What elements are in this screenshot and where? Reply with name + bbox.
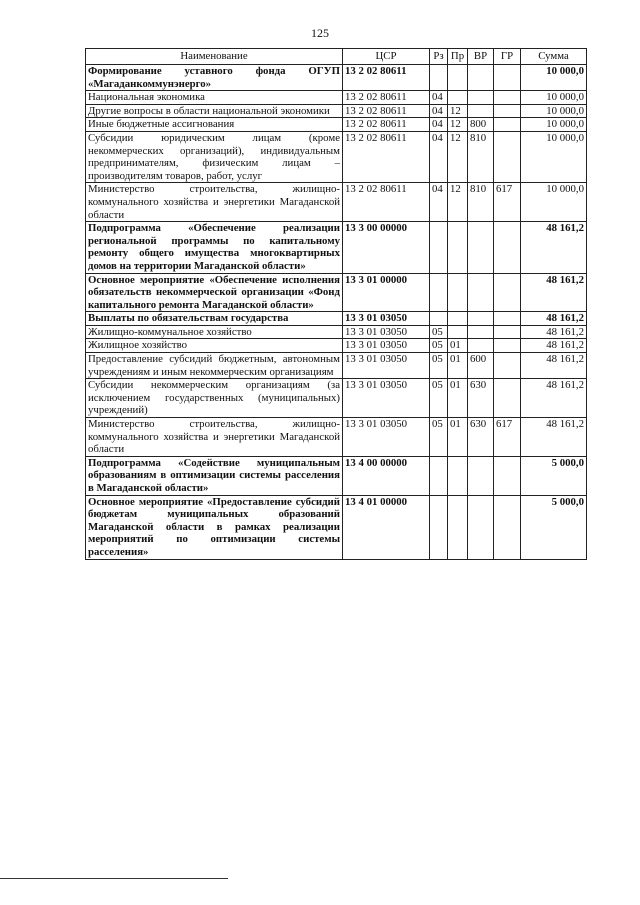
cell-pr [448, 325, 468, 339]
cell-name: Жилищное хозяйство [86, 339, 343, 353]
table-row [86, 65, 587, 91]
cell-vr [468, 222, 494, 273]
cell-gr [494, 339, 521, 353]
cell-vr [468, 91, 494, 105]
cell-rz: 05 [430, 418, 448, 457]
cell-vr [468, 312, 494, 326]
cell-rz: 05 [430, 339, 448, 353]
cell-sum: 48 161,2 [521, 325, 587, 339]
table-row [86, 312, 587, 326]
header-vr: ВР [468, 49, 494, 65]
table-row [86, 353, 587, 379]
cell-rz [430, 273, 448, 312]
header-name: Наименование [86, 49, 343, 65]
cell-rz [430, 495, 448, 559]
cell-rz [430, 312, 448, 326]
cell-csr: 13 3 01 03050 [343, 379, 430, 418]
cell-csr: 13 2 02 80611 [343, 131, 430, 182]
cell-csr: 13 4 01 00000 [343, 495, 430, 559]
cell-csr: 13 3 00 00000 [343, 222, 430, 273]
cell-csr: 13 3 01 03050 [343, 312, 430, 326]
cell-name: Жилищно-коммунальное хозяйство [86, 325, 343, 339]
cell-csr: 13 2 02 80611 [343, 65, 430, 91]
cell-csr: 13 3 01 00000 [343, 273, 430, 312]
table-row [86, 456, 587, 495]
cell-gr [494, 131, 521, 182]
cell-pr: 12 [448, 183, 468, 222]
cell-sum: 5 000,0 [521, 456, 587, 495]
cell-vr [468, 325, 494, 339]
cell-sum: 48 161,2 [521, 353, 587, 379]
table-row [86, 325, 587, 339]
cell-vr: 630 [468, 379, 494, 418]
cell-rz: 05 [430, 379, 448, 418]
cell-rz: 05 [430, 353, 448, 379]
cell-name: Формирование уставного фонда ОГУП «Магаданкоммунэнерго» [86, 65, 343, 91]
cell-sum: 48 161,2 [521, 312, 587, 326]
cell-gr [494, 456, 521, 495]
cell-sum: 10 000,0 [521, 65, 587, 91]
cell-gr [494, 222, 521, 273]
cell-rz: 04 [430, 91, 448, 105]
cell-pr: 01 [448, 379, 468, 418]
cell-csr: 13 3 01 03050 [343, 353, 430, 379]
cell-pr [448, 312, 468, 326]
cell-vr [468, 273, 494, 312]
table-row [86, 131, 587, 182]
cell-pr [448, 65, 468, 91]
cell-sum: 5 000,0 [521, 495, 587, 559]
page-number: 125 [311, 26, 329, 40]
cell-pr: 12 [448, 118, 468, 132]
header-gr: ГР [494, 49, 521, 65]
cell-name: Основное мероприятие «Предоставление субсидий бюджетам муниципальных образований Магаданской области в рамках реализации мероприятий по оптимизации системы расселения» [86, 495, 343, 559]
cell-rz [430, 456, 448, 495]
cell-sum: 10 000,0 [521, 104, 587, 118]
table-row [86, 495, 587, 559]
cell-vr: 810 [468, 131, 494, 182]
header-pr: Пр [448, 49, 468, 65]
cell-pr [448, 222, 468, 273]
table-row [86, 222, 587, 273]
table-row [86, 379, 587, 418]
cell-vr [468, 339, 494, 353]
header-rz: Рз [430, 49, 448, 65]
table-body [86, 65, 587, 560]
cell-gr [494, 65, 521, 91]
cell-pr [448, 273, 468, 312]
cell-gr: 617 [494, 418, 521, 457]
cell-pr [448, 91, 468, 105]
cell-csr: 13 3 01 03050 [343, 418, 430, 457]
cell-rz [430, 222, 448, 273]
cell-csr: 13 3 01 03050 [343, 325, 430, 339]
cell-gr: 617 [494, 183, 521, 222]
cell-sum: 10 000,0 [521, 131, 587, 182]
cell-name: Основное мероприятие «Обеспечение исполнения обязательств некоммерческой организации «Фонд капитального ремонта Магаданской области» [86, 273, 343, 312]
cell-pr: 12 [448, 131, 468, 182]
cell-pr: 01 [448, 353, 468, 379]
cell-vr: 810 [468, 183, 494, 222]
cell-gr [494, 118, 521, 132]
cell-csr: 13 2 02 80611 [343, 91, 430, 105]
cell-rz: 04 [430, 118, 448, 132]
cell-vr: 600 [468, 353, 494, 379]
cell-vr [468, 104, 494, 118]
cell-rz [430, 65, 448, 91]
cell-pr: 12 [448, 104, 468, 118]
cell-name: Министерство строительства, жилищно-коммунального хозяйства и энергетики Магаданской области [86, 418, 343, 457]
cell-sum: 10 000,0 [521, 91, 587, 105]
footnote-divider [0, 878, 228, 879]
cell-pr: 01 [448, 339, 468, 353]
cell-vr: 800 [468, 118, 494, 132]
cell-sum: 48 161,2 [521, 418, 587, 457]
table-header-row [86, 49, 587, 65]
cell-csr: 13 2 02 80611 [343, 118, 430, 132]
table-row [86, 273, 587, 312]
cell-gr [494, 312, 521, 326]
cell-rz: 04 [430, 104, 448, 118]
cell-name: Национальная экономика [86, 91, 343, 105]
table-row [86, 339, 587, 353]
table-row [86, 104, 587, 118]
cell-sum: 48 161,2 [521, 379, 587, 418]
cell-gr [494, 273, 521, 312]
cell-pr: 01 [448, 418, 468, 457]
cell-gr [494, 325, 521, 339]
cell-rz: 04 [430, 131, 448, 182]
cell-name: Выплаты по обязательствам государства [86, 312, 343, 326]
cell-gr [494, 379, 521, 418]
budget-table [85, 48, 587, 560]
cell-vr [468, 495, 494, 559]
cell-rz: 04 [430, 183, 448, 222]
cell-gr [494, 495, 521, 559]
header-sum: Сумма [521, 49, 587, 65]
header-csr: ЦСР [343, 49, 430, 65]
cell-pr [448, 495, 468, 559]
cell-sum: 48 161,2 [521, 222, 587, 273]
cell-name: Субсидии юридическим лицам (кроме некоммерческих организаций), индивидуальным предпринимателям, физическим лицам – производителям товаров, работ, услуг [86, 131, 343, 182]
cell-name: Подпрограмма «Содействие муниципальным образованиям в оптимизации системы расселения в Магаданской области» [86, 456, 343, 495]
cell-csr: 13 2 02 80611 [343, 104, 430, 118]
cell-sum: 48 161,2 [521, 339, 587, 353]
cell-sum: 10 000,0 [521, 118, 587, 132]
table-row [86, 418, 587, 457]
table-row [86, 91, 587, 105]
cell-gr [494, 353, 521, 379]
cell-name: Субсидии некоммерческим организациям (за исключением государственных (муниципальных) учреждений) [86, 379, 343, 418]
cell-name: Подпрограмма «Обеспечение реализации региональной программы по капитальному ремонту общего имущества многоквартирных домов на территории Магаданской области» [86, 222, 343, 273]
cell-vr: 630 [468, 418, 494, 457]
cell-name: Министерство строительства, жилищно-коммунального хозяйства и энергетики Магаданской области [86, 183, 343, 222]
cell-rz: 05 [430, 325, 448, 339]
cell-vr [468, 65, 494, 91]
cell-name: Предоставление субсидий бюджетным, автономным учреждениям и иным некоммерческим организациям [86, 353, 343, 379]
cell-pr [448, 456, 468, 495]
table-row [86, 118, 587, 132]
cell-sum: 10 000,0 [521, 183, 587, 222]
cell-gr [494, 104, 521, 118]
cell-csr: 13 3 01 03050 [343, 339, 430, 353]
cell-csr: 13 4 00 00000 [343, 456, 430, 495]
table-row [86, 183, 587, 222]
cell-csr: 13 2 02 80611 [343, 183, 430, 222]
cell-vr [468, 456, 494, 495]
cell-gr [494, 91, 521, 105]
cell-name: Другие вопросы в области национальной экономики [86, 104, 343, 118]
cell-sum: 48 161,2 [521, 273, 587, 312]
cell-name: Иные бюджетные ассигнования [86, 118, 343, 132]
